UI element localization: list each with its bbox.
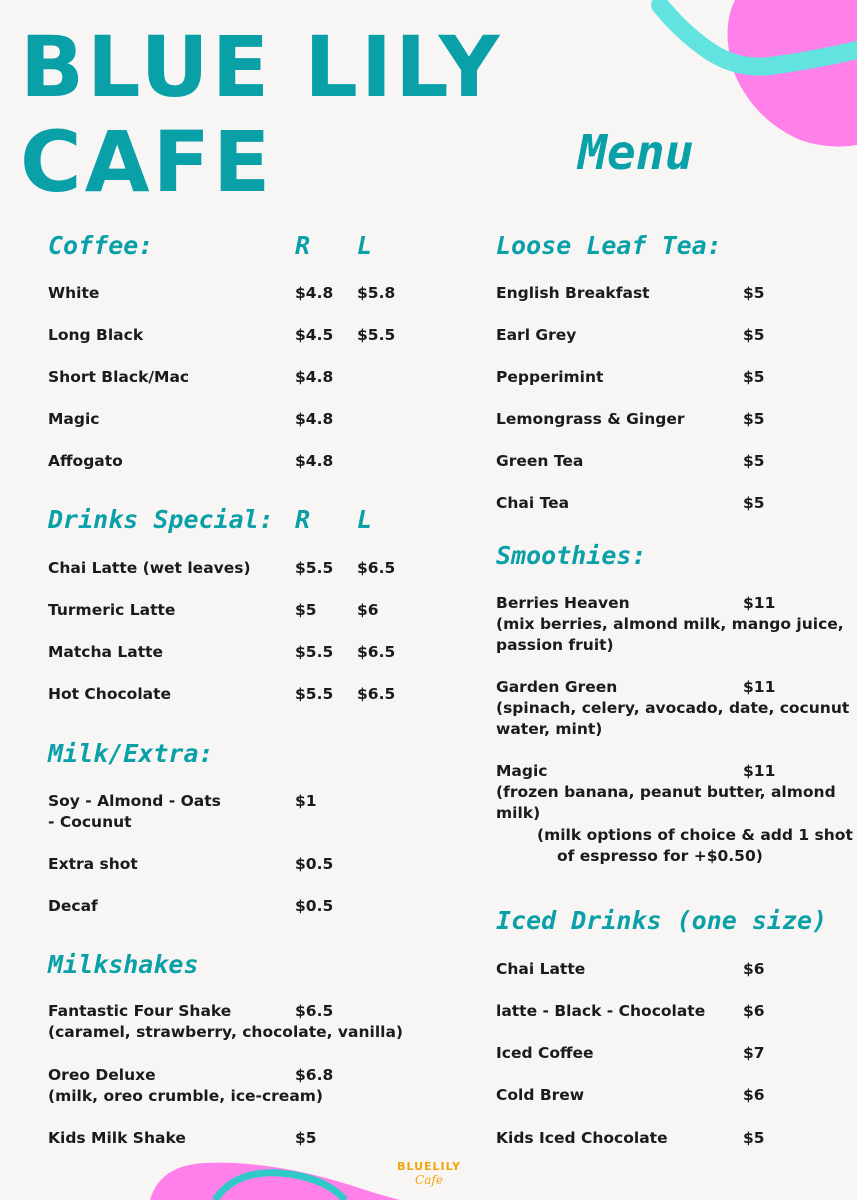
smoothie-item-name: Magic xyxy=(496,762,548,780)
milkshakes-heading: Milkshakes xyxy=(48,950,199,979)
milk-extra-heading: Milk/Extra: xyxy=(48,739,214,768)
coffee-price-regular: $4.8 xyxy=(295,410,334,428)
drinks-price-regular: $5.5 xyxy=(295,643,334,661)
smoothie-item-desc: milk) xyxy=(496,804,541,822)
smoothies-heading: Smoothies: xyxy=(496,541,647,570)
milkshake-item-name: Fantastic Four Shake xyxy=(48,1002,232,1020)
drinks-item-name: Hot Chocolate xyxy=(48,685,172,703)
smoothie-item-desc: passion fruit) xyxy=(496,636,614,654)
smoothie-item-desc: water, mint) xyxy=(496,720,603,738)
bottom-decoration xyxy=(150,1155,400,1200)
iced-item-price: $6 xyxy=(743,1002,765,1020)
tea-item-price: $5 xyxy=(743,452,765,470)
milk-item-name: Soy - Almond - Oats xyxy=(48,792,221,810)
iced-item-price: $5 xyxy=(743,1129,765,1147)
drinks-price-regular: $5.5 xyxy=(295,685,334,703)
logo-sub: Cafe xyxy=(415,1173,443,1187)
iced-item-price: $6 xyxy=(743,960,765,978)
pink-blob-bottom xyxy=(150,1163,400,1200)
iced-item-price: $7 xyxy=(743,1044,765,1062)
drinks-item-name: Turmeric Latte xyxy=(48,601,176,619)
cafe-title-line1: BLUE LILY xyxy=(20,18,503,116)
tea-item-name: Earl Grey xyxy=(496,326,577,344)
smoothie-note: of espresso for +$0.50) xyxy=(557,847,763,865)
coffee-col-large: L xyxy=(357,231,373,260)
milk-item-name: Extra shot xyxy=(48,855,138,873)
footer-logo xyxy=(396,1160,462,1187)
tea-item-name: Lemongrass & Ginger xyxy=(496,410,685,428)
iced-item-name: latte - Black - Chocolate xyxy=(496,1002,706,1020)
milkshake-item-desc: (milk, oreo crumble, ice-cream) xyxy=(48,1087,324,1105)
tea-item-name: Chai Tea xyxy=(496,494,570,512)
drinks-item-name: Matcha Latte xyxy=(48,643,164,661)
tea-item-name: English Breakfast xyxy=(496,284,650,302)
coffee-col-regular: R xyxy=(295,231,311,260)
milk-item-price: $1 xyxy=(295,792,317,810)
iced-item-name: Cold Brew xyxy=(496,1086,585,1104)
cafe-title-line2: CAFE xyxy=(20,113,274,211)
tea-item-price: $5 xyxy=(743,410,765,428)
drinks-price-large: $6.5 xyxy=(357,685,396,703)
coffee-item-name: Long Black xyxy=(48,326,144,344)
milkshake-item-price: $5 xyxy=(295,1129,317,1147)
drinks-price-regular: $5.5 xyxy=(295,559,334,577)
coffee-price-regular: $4.8 xyxy=(295,452,334,470)
iced-item-name: Kids Iced Chocolate xyxy=(496,1129,668,1147)
drinks-item-name: Chai Latte (wet leaves) xyxy=(48,559,251,577)
drinks-price-large: $6.5 xyxy=(357,643,396,661)
drinks-price-regular: $5 xyxy=(295,601,317,619)
smoothie-item-desc: (mix berries, almond milk, mango juice, xyxy=(496,615,844,633)
coffee-price-regular: $4.8 xyxy=(295,284,334,302)
milk-item-name: Decaf xyxy=(48,897,98,915)
coffee-price-large: $5.8 xyxy=(357,284,396,302)
logo-brand: BLUELILY xyxy=(397,1160,461,1173)
tea-item-price: $5 xyxy=(743,494,765,512)
coffee-item-name: Magic xyxy=(48,410,100,428)
milkshake-item-name: Kids Milk Shake xyxy=(48,1129,186,1147)
milkshake-item-desc: (caramel, strawberry, chocolate, vanilla) xyxy=(48,1023,404,1041)
iced-item-name: Chai Latte xyxy=(496,960,586,978)
milk-item-name-cont: - Cocunut xyxy=(48,813,132,831)
coffee-item-name: Affogato xyxy=(48,452,123,470)
coffee-item-name: White xyxy=(48,284,100,302)
tea-item-name: Green Tea xyxy=(496,452,584,470)
milk-item-price: $0.5 xyxy=(295,897,334,915)
iced-drinks-heading: Iced Drinks (one size) xyxy=(496,906,828,935)
coffee-price-regular: $4.8 xyxy=(295,368,334,386)
drinks-col-large: L xyxy=(357,505,373,534)
drinks-price-large: $6.5 xyxy=(357,559,396,577)
smoothie-item-desc: (spinach, celery, avocado, date, cocunut xyxy=(496,699,850,717)
iced-item-price: $6 xyxy=(743,1086,765,1104)
drinks-price-large: $6 xyxy=(357,601,379,619)
tea-item-price: $5 xyxy=(743,368,765,386)
smoothie-item-price: $11 xyxy=(743,678,776,696)
loose-leaf-tea-heading: Loose Leaf Tea: xyxy=(496,231,722,260)
smoothie-item-name: Berries Heaven xyxy=(496,594,630,612)
milk-item-price: $0.5 xyxy=(295,855,334,873)
iced-item-name: Iced Coffee xyxy=(496,1044,594,1062)
coffee-heading: Coffee: xyxy=(48,231,154,260)
smoothie-item-desc: (frozen banana, peanut butter, almond xyxy=(496,783,836,801)
coffee-price-large: $5.5 xyxy=(357,326,396,344)
drinks-col-regular: R xyxy=(295,505,311,534)
smoothie-item-price: $11 xyxy=(743,762,776,780)
smoothie-note: (milk options of choice & add 1 shot xyxy=(537,826,853,844)
milkshake-item-name: Oreo Deluxe xyxy=(48,1066,156,1084)
tea-item-name: Pepperimint xyxy=(496,368,604,386)
milkshake-item-price: $6.5 xyxy=(295,1002,334,1020)
milkshake-item-price: $6.8 xyxy=(295,1066,334,1084)
smoothie-item-name: Garden Green xyxy=(496,678,618,696)
drinks-special-heading: Drinks Special: xyxy=(48,505,274,534)
coffee-item-name: Short Black/Mac xyxy=(48,368,190,386)
menu-heading: Menu xyxy=(578,125,694,181)
tea-item-price: $5 xyxy=(743,284,765,302)
smoothie-item-price: $11 xyxy=(743,594,776,612)
tea-item-price: $5 xyxy=(743,326,765,344)
coffee-price-regular: $4.5 xyxy=(295,326,334,344)
